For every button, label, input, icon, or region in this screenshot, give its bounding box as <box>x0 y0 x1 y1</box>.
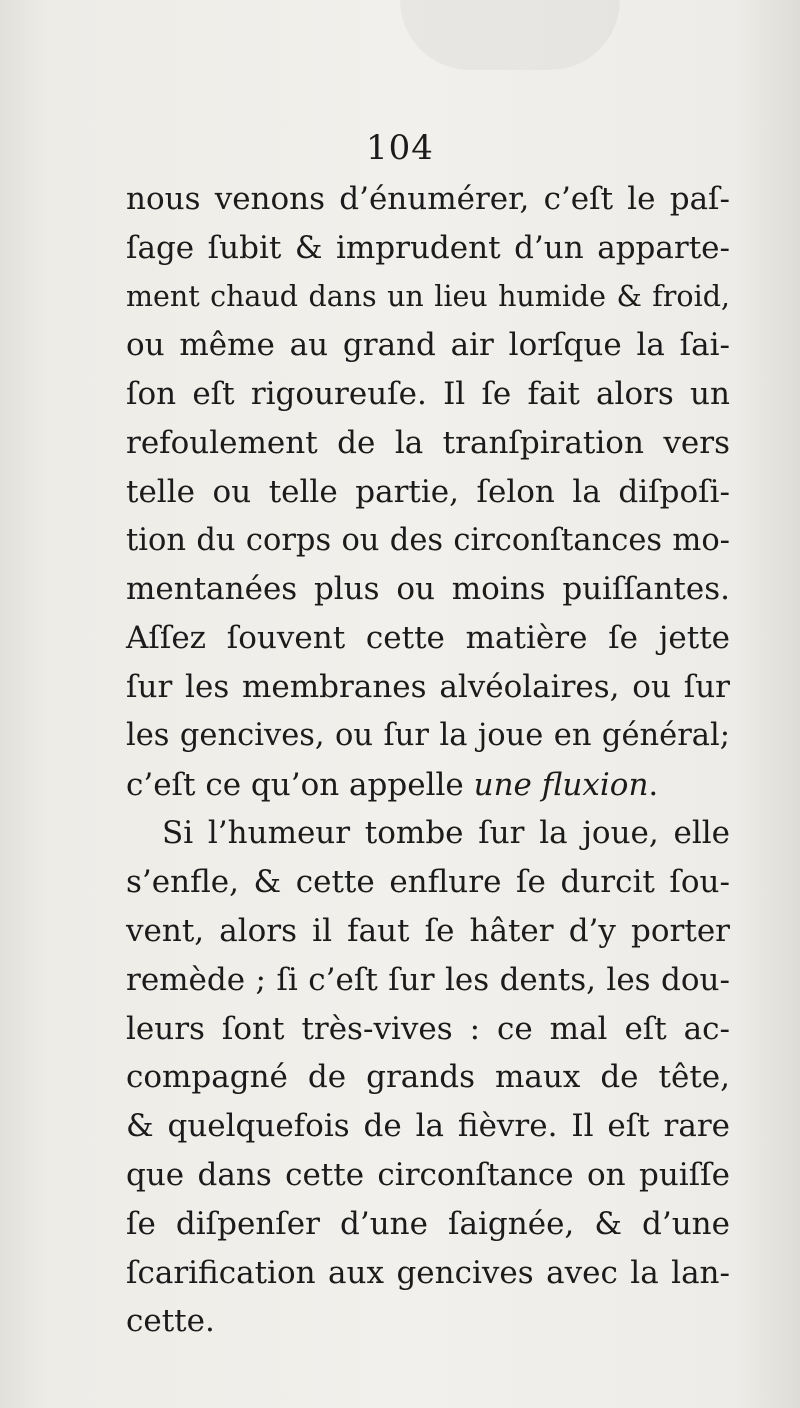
text-line: remède ; ſi c’eſt ſur les dents, les dou- <box>126 961 730 998</box>
text-line: ou même au grand air lorſque la ſai- <box>126 327 730 364</box>
text-line: leurs ſont très-vives : ce mal eſt ac- <box>126 1010 730 1047</box>
text-line: les gencives, ou ſur la joue en général; <box>126 717 730 753</box>
text-line-last <box>126 761 730 810</box>
page-number: 104 <box>366 128 434 168</box>
text-line: ſage ſubit & imprudent d’un apparte- <box>126 229 730 266</box>
text-line: refoulement de la tranſpiration vers <box>126 424 730 461</box>
paper-stain <box>400 0 620 70</box>
text-line: & quelquefois de la fièvre. Il eſt rare <box>126 1108 730 1145</box>
text-line: mentanées plus ou moins puiſſantes. <box>126 571 730 608</box>
text-line: Aſſez ſouvent cette matière ſe jette <box>126 620 730 657</box>
text-line: vent, alors il faut ſe hâter d’y porter <box>126 912 730 949</box>
text-fragment: c’eſt ce qu’on appelle <box>126 766 474 803</box>
text-line: tion du corps ou des circonſtances mo- <box>126 522 730 558</box>
text-line: que dans cette circonſtance on puiſſe <box>126 1156 730 1193</box>
italic-term: une fluxion <box>473 766 649 803</box>
body-text <box>126 175 730 1346</box>
text-line: compagné de grands maux de tête, <box>126 1059 730 1096</box>
text-line: nous venons d’énumérer, c’eſt le paſ- <box>126 181 730 217</box>
text-line: ment chaud dans un lieu humide & froid, <box>126 279 730 313</box>
text-line: ſur les membranes alvéolaires, ou ſur <box>126 668 730 705</box>
text-fragment: . <box>648 766 659 803</box>
text-line: ſon eſt rigoureuſe. Il ſe fait alors un <box>126 376 730 413</box>
text-line: ſe diſpenſer d’une ſaignée, & d’une <box>126 1205 730 1242</box>
text-line-last: cette. <box>126 1303 215 1340</box>
text-line: Si l’humeur tombe ſur la joue, elle <box>162 815 730 852</box>
text-line: s’enfle, & cette enflure ſe durcit ſou- <box>126 864 730 901</box>
text-line: telle ou telle partie, ſelon la diſpoſi- <box>126 473 730 510</box>
text-line: ſcarification aux gencives avec la lan- <box>126 1254 730 1291</box>
